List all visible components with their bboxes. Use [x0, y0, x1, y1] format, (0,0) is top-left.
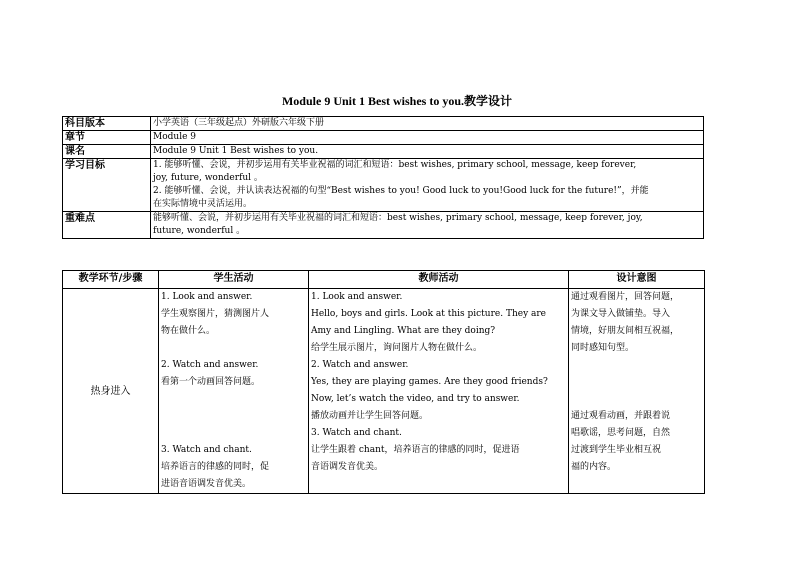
row-label-chapter: 章节 — [63, 131, 151, 145]
student-activity-cell — [159, 289, 309, 494]
table-row — [63, 159, 704, 212]
header-teacher-activity: 教师活动 — [309, 271, 569, 289]
text-line: 同时感知句型。 — [571, 343, 635, 353]
text-line: 给学生展示图片，询问图片人物在做什么。 — [311, 343, 483, 353]
text-line: Now, let’s watch the video, and try to answer. — [311, 394, 520, 404]
text-line: 1. Look and answer. — [161, 292, 253, 302]
spacer — [571, 374, 702, 391]
table-row — [63, 145, 704, 159]
text-line: future, wonderful 。 — [153, 226, 246, 236]
design-intent-cell — [569, 289, 705, 494]
teaching-plan-table — [62, 270, 705, 494]
text-line: Yes, they are playing games. Are they good friends? — [311, 377, 548, 387]
course-info-table — [62, 116, 704, 239]
header-stage: 教学环节/步骤 — [63, 271, 159, 289]
header-student-activity: 学生活动 — [159, 271, 309, 289]
text-line: 3. Watch and chant. — [161, 445, 252, 455]
spacer — [161, 391, 306, 408]
text-line: 小学英语（三年级起点）外研版六年级下册 — [153, 118, 325, 128]
text-line: 能够听懂、会说，并初步运用有关毕业祝福的词汇和短语：best wishes, primary school, message, keep forever, joy, — [153, 213, 643, 223]
header-design-intent: 设计意图 — [569, 271, 705, 289]
text-line: 播放动画并让学生回答问题。 — [311, 411, 429, 421]
row-label-key-points: 重难点 — [63, 212, 151, 239]
text-line: 物在做什么。 — [161, 326, 216, 336]
text-line: 3. Watch and chant. — [311, 428, 402, 438]
text-line: 唱歌谣，思考问题，自然 — [571, 428, 671, 438]
row-value-subject — [151, 117, 704, 131]
spacer — [161, 425, 306, 442]
stage-cell: 热身进入 — [63, 289, 159, 494]
row-label-lesson: 课名 — [63, 145, 151, 159]
table-header-row — [63, 271, 705, 289]
text-line: Module 9 — [153, 132, 196, 142]
text-line: 1. Look and answer. — [311, 292, 403, 302]
text-line: 音语调发音优美。 — [311, 462, 384, 472]
row-label-subject: 科目版本 — [63, 117, 151, 131]
text-line: 情境，好朋友间相互祝福， — [571, 326, 680, 336]
table-row — [63, 212, 704, 239]
text-line: Hello, boys and girls. Look at this picture. They are — [311, 309, 547, 319]
text-line: 福的内容。 — [571, 462, 617, 472]
spacer — [571, 391, 702, 408]
spacer — [161, 408, 306, 425]
text-line: 2. Watch and answer. — [161, 360, 259, 370]
text-line: Amy and Lingling. What are they doing? — [311, 326, 496, 336]
text-line: 进语音语调发音优美。 — [161, 479, 252, 489]
text-line: 通过观看动画，并跟着说 — [571, 411, 671, 421]
spacer — [571, 357, 702, 374]
text-line: Module 9 Unit 1 Best wishes to you. — [153, 146, 319, 156]
text-line: 培养语言的律感的同时，促 — [161, 462, 270, 472]
text-line: joy, future, wonderful 。 — [153, 173, 263, 183]
text-line: 在实际情境中灵活运用。 — [153, 199, 253, 209]
text-line: 1. 能够听懂、会说，并初步运用有关毕业祝福的词汇和短语：best wishes, primary school, message, keep forever, — [153, 160, 637, 170]
page-title: Module 9 Unit 1 Best wishes to you.教学设计 — [281, 94, 512, 108]
row-value-lesson — [151, 145, 704, 159]
row-value-key-points — [151, 212, 704, 239]
teacher-activity-cell — [309, 289, 569, 494]
table-row — [63, 131, 704, 145]
row-value-chapter — [151, 131, 704, 145]
text-line: 2. 能够听懂、会说，并认读表达祝福的句型“Best wishes to you! Good luck to you!Good luck for the future!”，并能 — [153, 186, 649, 196]
text-line: 学生观察图片，猜测图片人 — [161, 309, 270, 319]
text-line: 为课文导入做铺垫。导入 — [571, 309, 671, 319]
text-line: 2. Watch and answer. — [311, 360, 409, 370]
text-line: 看第一个动画回答问题。 — [161, 377, 261, 387]
text-line: 通过观看图片，回答问题， — [571, 292, 680, 302]
spacer — [161, 340, 306, 357]
table-row — [63, 289, 705, 494]
row-value-objectives — [151, 159, 704, 212]
row-label-objectives: 学习目标 — [63, 159, 151, 212]
table-row — [63, 117, 704, 131]
text-line: 过渡到学生毕业相互祝 — [571, 445, 662, 455]
text-line: 让学生跟着 chant，培养语言的律感的同时，促进语 — [311, 445, 520, 455]
